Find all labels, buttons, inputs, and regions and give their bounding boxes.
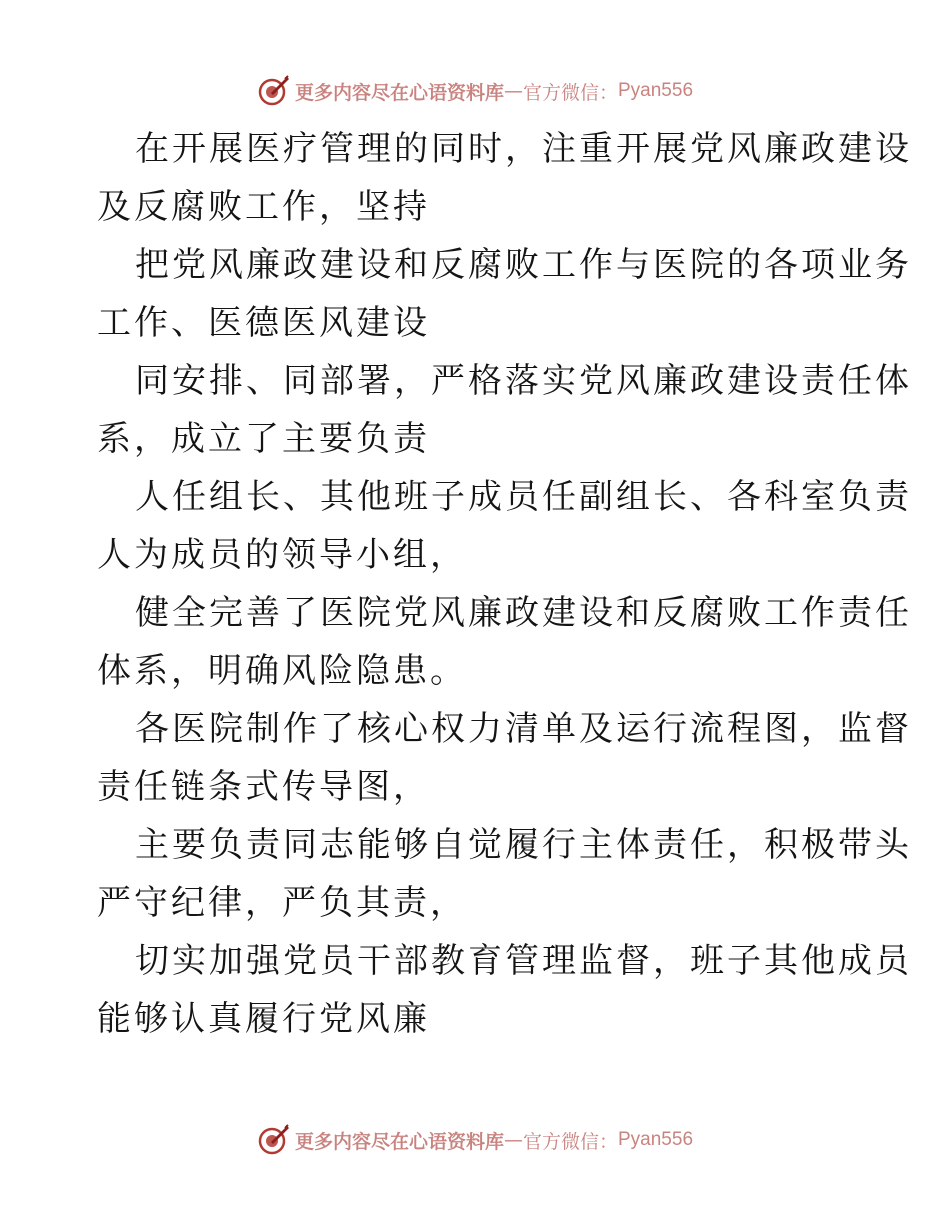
document-body <box>97 120 912 1048</box>
paragraph-line: 切实加强党员干部教育管理监督，班子其他成员 <box>135 941 912 981</box>
footer-watermark <box>0 1120 950 1160</box>
paragraph <box>97 120 912 236</box>
paragraph-line: 责任链条式传导图， <box>97 767 430 807</box>
paragraph <box>97 468 912 584</box>
paragraph-line: 人任组长、其他班子成员任副组长、各科室负责 <box>135 477 912 517</box>
paragraph-line: 能够认真履行党风廉 <box>97 999 430 1039</box>
watermark-label: 官方微信： <box>522 1130 618 1153</box>
paragraph-line: 把党风廉政建设和反腐败工作与医院的各项业务 <box>135 245 912 285</box>
paragraph-line: 主要负责同志能够自觉履行主体责任，积极带头 <box>135 825 912 865</box>
paragraph-line: 人为成员的领导小组， <box>97 535 467 575</box>
watermark-text: 更多内容尽在心语资料库 <box>294 81 504 104</box>
paragraph <box>97 700 912 816</box>
paragraph <box>97 932 912 1048</box>
watermark-id: Pyan556 <box>618 1129 694 1150</box>
paragraph-line: 系，成立了主要负责 <box>97 419 430 459</box>
paragraph-line: 及反腐败工作，坚持 <box>97 187 430 227</box>
pen-logo-icon <box>257 1123 291 1157</box>
paragraph <box>97 816 912 932</box>
paragraph-line: 在开展医疗管理的同时，注重开展党风廉政建设 <box>135 129 912 169</box>
watermark-id: Pyan556 <box>618 80 694 101</box>
paragraph-line: 同安排、同部署，严格落实党风廉政建设责任体 <box>135 361 912 401</box>
watermark-label: 官方微信： <box>522 81 618 104</box>
paragraph-line: 严守纪律，严负其责， <box>97 883 467 923</box>
paragraph <box>97 236 912 352</box>
paragraph-line: 体系，明确风险隐患。 <box>97 651 467 691</box>
watermark-separator: — <box>503 1129 523 1151</box>
paragraph <box>97 352 912 468</box>
watermark-text: 更多内容尽在心语资料库 <box>294 1130 504 1153</box>
paragraph <box>97 584 912 700</box>
pen-logo-icon <box>257 74 291 108</box>
watermark-separator: — <box>503 80 523 102</box>
paragraph-line: 健全完善了医院党风廉政建设和反腐败工作责任 <box>135 593 912 633</box>
paragraph-line: 工作、医德医风建设 <box>97 303 430 343</box>
paragraph-line: 各医院制作了核心权力清单及运行流程图，监督 <box>135 709 912 749</box>
header-watermark <box>0 71 950 111</box>
